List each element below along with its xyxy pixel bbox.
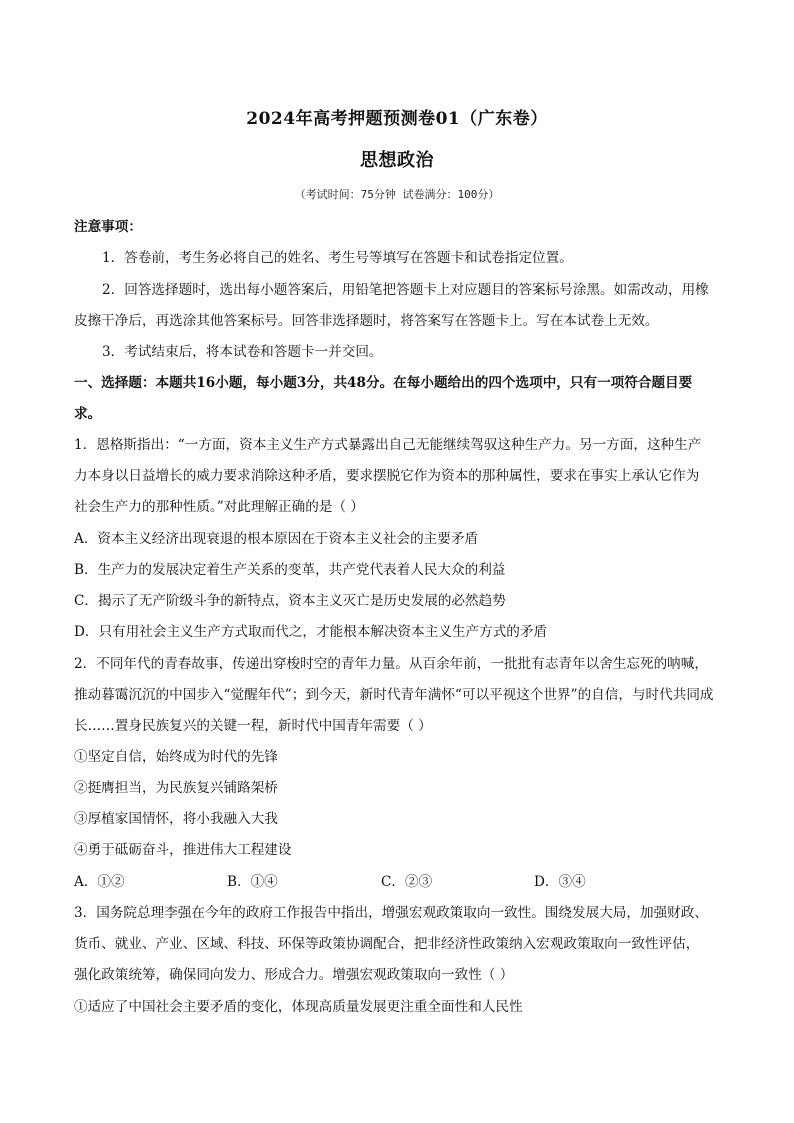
- q1-option-d: D．只有用社会主义生产方式取而代之，才能根本解决资本主义生产方式的矛盾: [74, 624, 548, 640]
- q1-stem-line-1: 1．恩格斯指出：“一方面，资本主义生产方式暴露出自己无能继续驾驭这种生产力。另一方面，这种生产: [74, 437, 702, 453]
- section-heading-line-1: 一、选择题：本题共16小题，每小题3分，共48分。在每小题给出的四个选项中，只有一项符合题目要: [74, 375, 693, 391]
- q3-stem-line-2: 货币、就业、产业、区域、科技、环保等政策协调配合，把非经济性政策纳入宏观政策取向一致性评估，: [74, 936, 700, 952]
- exam-info: （考试时间：75分钟 试卷满分：100分）: [294, 188, 500, 201]
- q2-stem-line-2: 推动暮霭沉沉的中国步入“觉醒年代”；到今天，新时代青年满怀“可以平视这个世界”的自信，与时代共同成: [74, 687, 714, 703]
- q2-item-1: ①坚定自信，始终成为时代的先锋: [74, 749, 278, 765]
- notice-item-3: 3．考试结束后，将本试卷和答题卡一并交回。: [102, 344, 383, 360]
- q2-stem-line-1: 2．不同年代的青春故事，传递出穿梭时空的青年力量。从百余年前，一批批有志青年以舍生忘死的呐喊，: [74, 656, 708, 672]
- q2-item-2: ②挺膺担当，为民族复兴铺路架桥: [74, 780, 278, 796]
- subject-title: 思想政治: [360, 150, 434, 171]
- q2-choice-d: D．③④: [534, 874, 586, 890]
- q3-stem-line-3: 强化政策统筹，确保同向发力、形成合力。增强宏观政策取向一致性（ ）: [74, 967, 514, 983]
- notice-item-2-line-2: 皮擦干净后，再选涂其他答案标号。回答非选择题时，将答案写在答题卡上。写在本试卷上无效。: [74, 313, 659, 329]
- notice-heading: 注意事项：: [74, 219, 142, 235]
- exam-title: 2024年高考押题预测卷01（广东卷）: [246, 109, 548, 129]
- q2-item-4: ④勇于砥砺奋斗，推进伟大工程建设: [74, 842, 292, 858]
- q2-stem-line-3: 长……置身民族复兴的关键一程，新时代中国青年需要（ ）: [74, 718, 432, 734]
- q1-stem-line-3: 社会生产力的那种性质。”对此理解正确的是（ ）: [74, 499, 364, 515]
- q2-choice-a: A．①②: [74, 874, 125, 890]
- notice-item-1: 1．答卷前，考生务必将自己的姓名、考生号等填写在答题卡和试卷指定位置。: [102, 250, 573, 266]
- q1-option-b: B．生产力的发展决定着生产关系的变革，共产党代表着人民大众的利益: [74, 562, 506, 578]
- q3-item-1: ①适应了中国社会主要矛盾的变化，体现高质量发展更注重全面性和人民性: [74, 999, 523, 1015]
- q1-option-c: C．揭示了无产阶级斗争的新特点，资本主义灭亡是历史发展的必然趋势: [74, 593, 506, 609]
- notice-item-2-line-1: 2．回答选择题时，选出每小题答案后，用铅笔把答题卡上对应题目的答案标号涂黑。如需改动，用橡: [102, 282, 709, 298]
- q2-choice-c: C．②③: [381, 874, 433, 890]
- q1-stem-line-2: 力本身以日益增长的威力要求消除这种矛盾，要求摆脱它作为资本的那种属性，要求在事实上承认它作为: [74, 468, 700, 484]
- q3-stem-line-1: 3．国务院总理李强在今年的政府工作报告中指出，增强宏观政策取向一致性。围绕发展大局，加强财政、: [74, 905, 708, 921]
- q1-option-a: A．资本主义经济出现衰退的根本原因在于资本主义社会的主要矛盾: [74, 531, 479, 547]
- q2-choice-b: B．①④: [227, 874, 278, 890]
- q2-item-3: ③厚植家国情怀，将小我融入大我: [74, 811, 278, 827]
- section-heading-line-2: 求。: [74, 406, 102, 422]
